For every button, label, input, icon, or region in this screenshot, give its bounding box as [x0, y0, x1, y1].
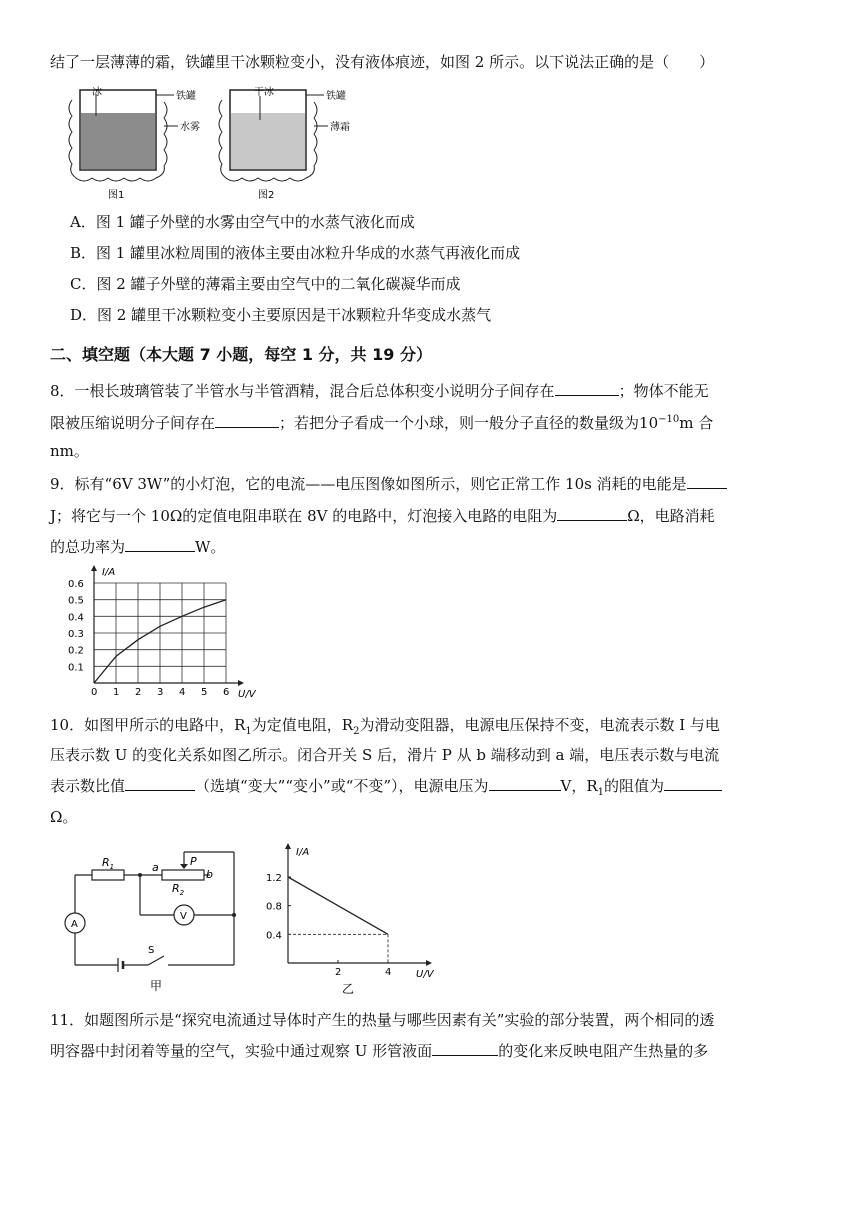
figure-2	[219, 85, 350, 201]
q9-blank-1[interactable]	[687, 474, 727, 489]
slider-p-label: P	[190, 855, 197, 868]
x-tick-label: 4	[385, 967, 392, 978]
r2-label: $R_2$	[172, 882, 185, 897]
x-axis-label: U/V	[238, 689, 256, 700]
figure-1	[69, 85, 200, 201]
q10-circuit-diagram	[60, 845, 260, 995]
y-tick-label: 0.4	[68, 612, 84, 624]
q7-figures	[60, 80, 370, 205]
terminal-b-label: b	[206, 868, 213, 881]
q10-line1: 10．如图甲所示的电路中，$R_1$为定值电阻，$R_2$为滑动变阻器，电源电压保持不变，电流表示数 I 与电	[50, 716, 720, 737]
x-axis-arrow	[238, 680, 244, 686]
q10-blank-2[interactable]	[489, 776, 561, 791]
q9-line3: 的总功率为 W。	[50, 538, 226, 556]
q10-blank-3[interactable]	[664, 776, 722, 791]
y-tick-label: 0.3	[68, 629, 84, 640]
q8-blank-2[interactable]	[215, 413, 279, 428]
ammeter-label: A	[71, 919, 78, 930]
fig2-caption: 图2	[258, 190, 275, 201]
q9-line1: 9．标有“6V 3W”的小灯泡，它的电流——电压图像如图所示，则它正常工作 10s 消耗的电能是	[50, 474, 727, 494]
q7-stem: 结了一层薄薄的霜，铁罐里干冰颗粒变小，没有液体痕迹，如图 2 所示。以下说法正确的是（ ）	[50, 53, 715, 71]
fig1-outer-label: 水雾	[180, 122, 200, 133]
q7-option-b: B．图 1 罐里冰粒周围的液体主要由冰粒升华成的水蒸气再液化而成	[70, 244, 521, 262]
y-axis-arrow	[91, 565, 97, 571]
voltmeter-label: V	[180, 911, 187, 922]
q8-blank-1[interactable]	[555, 381, 619, 396]
q8-line3: nm。	[50, 442, 89, 460]
switch-label: S	[148, 945, 155, 956]
q10-line3: 表示数比值 （选填“变大”“变小”或“不变”），电源电压为 V，$R_1$的阻值为	[50, 776, 722, 803]
y-tick-label: 0.6	[68, 579, 84, 590]
y-axis-label: I/A	[296, 847, 310, 858]
q9-blank-3[interactable]	[125, 537, 195, 552]
q11-line1: 11．如题图所示是“探究电流通过导体时产生的热量与哪些因素有关”实验的部分装置，两个相同的透	[50, 1011, 715, 1029]
q11-line2: 明容器中封闭着等量的空气，实验中通过观察 U 形管液面 的变化来反映电阻产生热量的多	[50, 1042, 709, 1060]
x-tick-label: 0	[91, 687, 98, 698]
q9-line2: J；将它与一个 10Ω的定值电阻串联在 8V 的电路中，灯泡接入电路的电阻为 Ω，电路消耗	[50, 507, 715, 525]
x-tick-label: 3	[157, 687, 164, 698]
fig1-caption: 图1	[108, 190, 125, 201]
q7-option-c: C．图 2 罐子外壁的薄霜主要由空气中的二氧化碳凝华而成	[70, 275, 461, 293]
resistor-r1	[92, 870, 124, 880]
resistor-r2	[162, 870, 204, 880]
fig2-outer-label: 薄霜	[330, 122, 350, 133]
iu-line	[288, 877, 388, 934]
fig2-inner-label: 干冰	[254, 87, 274, 98]
q10-iu-chart	[262, 835, 462, 995]
q9-iu-chart	[62, 565, 282, 705]
y-axis-arrow	[285, 843, 291, 849]
q7-option-d: D．图 2 罐里干冰颗粒变小主要原因是干冰颗粒升华变成水蒸气	[70, 306, 492, 324]
q11-blank-1[interactable]	[432, 1041, 498, 1056]
q9-blank-2[interactable]	[557, 506, 627, 521]
fig1-can-label: 铁罐	[176, 91, 196, 102]
q8-line1: 8．一根长玻璃管装了半管水与半管酒精，混合后总体积变小说明分子间存在 ；物体不能无	[50, 382, 709, 400]
q8-line2: 限被压缩说明分子间存在 ；若把分子看成一个小球，则一般分子直径的数量级为$10^{-10}m$ 合	[50, 414, 714, 432]
r1-label: $R_1$	[102, 856, 115, 871]
x-tick-label: 2	[335, 967, 342, 978]
q10-line4: Ω。	[50, 808, 78, 826]
fig2-can-label: 铁罐	[326, 91, 346, 102]
x-tick-label: 1	[113, 687, 120, 698]
y-tick-label: 1.2	[266, 873, 282, 884]
chart-caption: 乙	[342, 982, 355, 995]
x-tick-label: 5	[201, 687, 208, 698]
terminal-a-label: a	[152, 861, 159, 874]
switch-icon	[148, 956, 164, 965]
y-tick-label: 0.4	[266, 930, 282, 942]
q10-line2: 压表示数 U 的变化关系如图乙所示。闭合开关 S 后，滑片 P 从 b 端移动到 a 端，电压表示数与电流	[50, 746, 720, 764]
q7-option-a: A．图 1 罐子外壁的水雾由空气中的水蒸气液化而成	[70, 213, 415, 231]
q10-blank-1[interactable]	[125, 776, 195, 791]
y-tick-label: 0.1	[68, 662, 84, 674]
x-axis-label: U/V	[416, 969, 434, 980]
x-tick-label: 6	[223, 687, 230, 698]
x-tick-label: 4	[179, 687, 186, 698]
x-axis-arrow	[426, 960, 432, 966]
y-tick-label: 0.2	[68, 645, 84, 657]
y-tick-label: 0.8	[266, 901, 282, 913]
fig1-inner-label: 冰	[92, 87, 102, 98]
y-axis-label: I/A	[102, 567, 116, 578]
circuit-caption: 甲	[150, 979, 163, 993]
section-heading: 二、填空题（本大题 7 小题，每空 1 分，共 19 分）	[50, 345, 432, 364]
x-tick-label: 2	[135, 687, 142, 698]
y-tick-label: 0.5	[68, 595, 84, 607]
